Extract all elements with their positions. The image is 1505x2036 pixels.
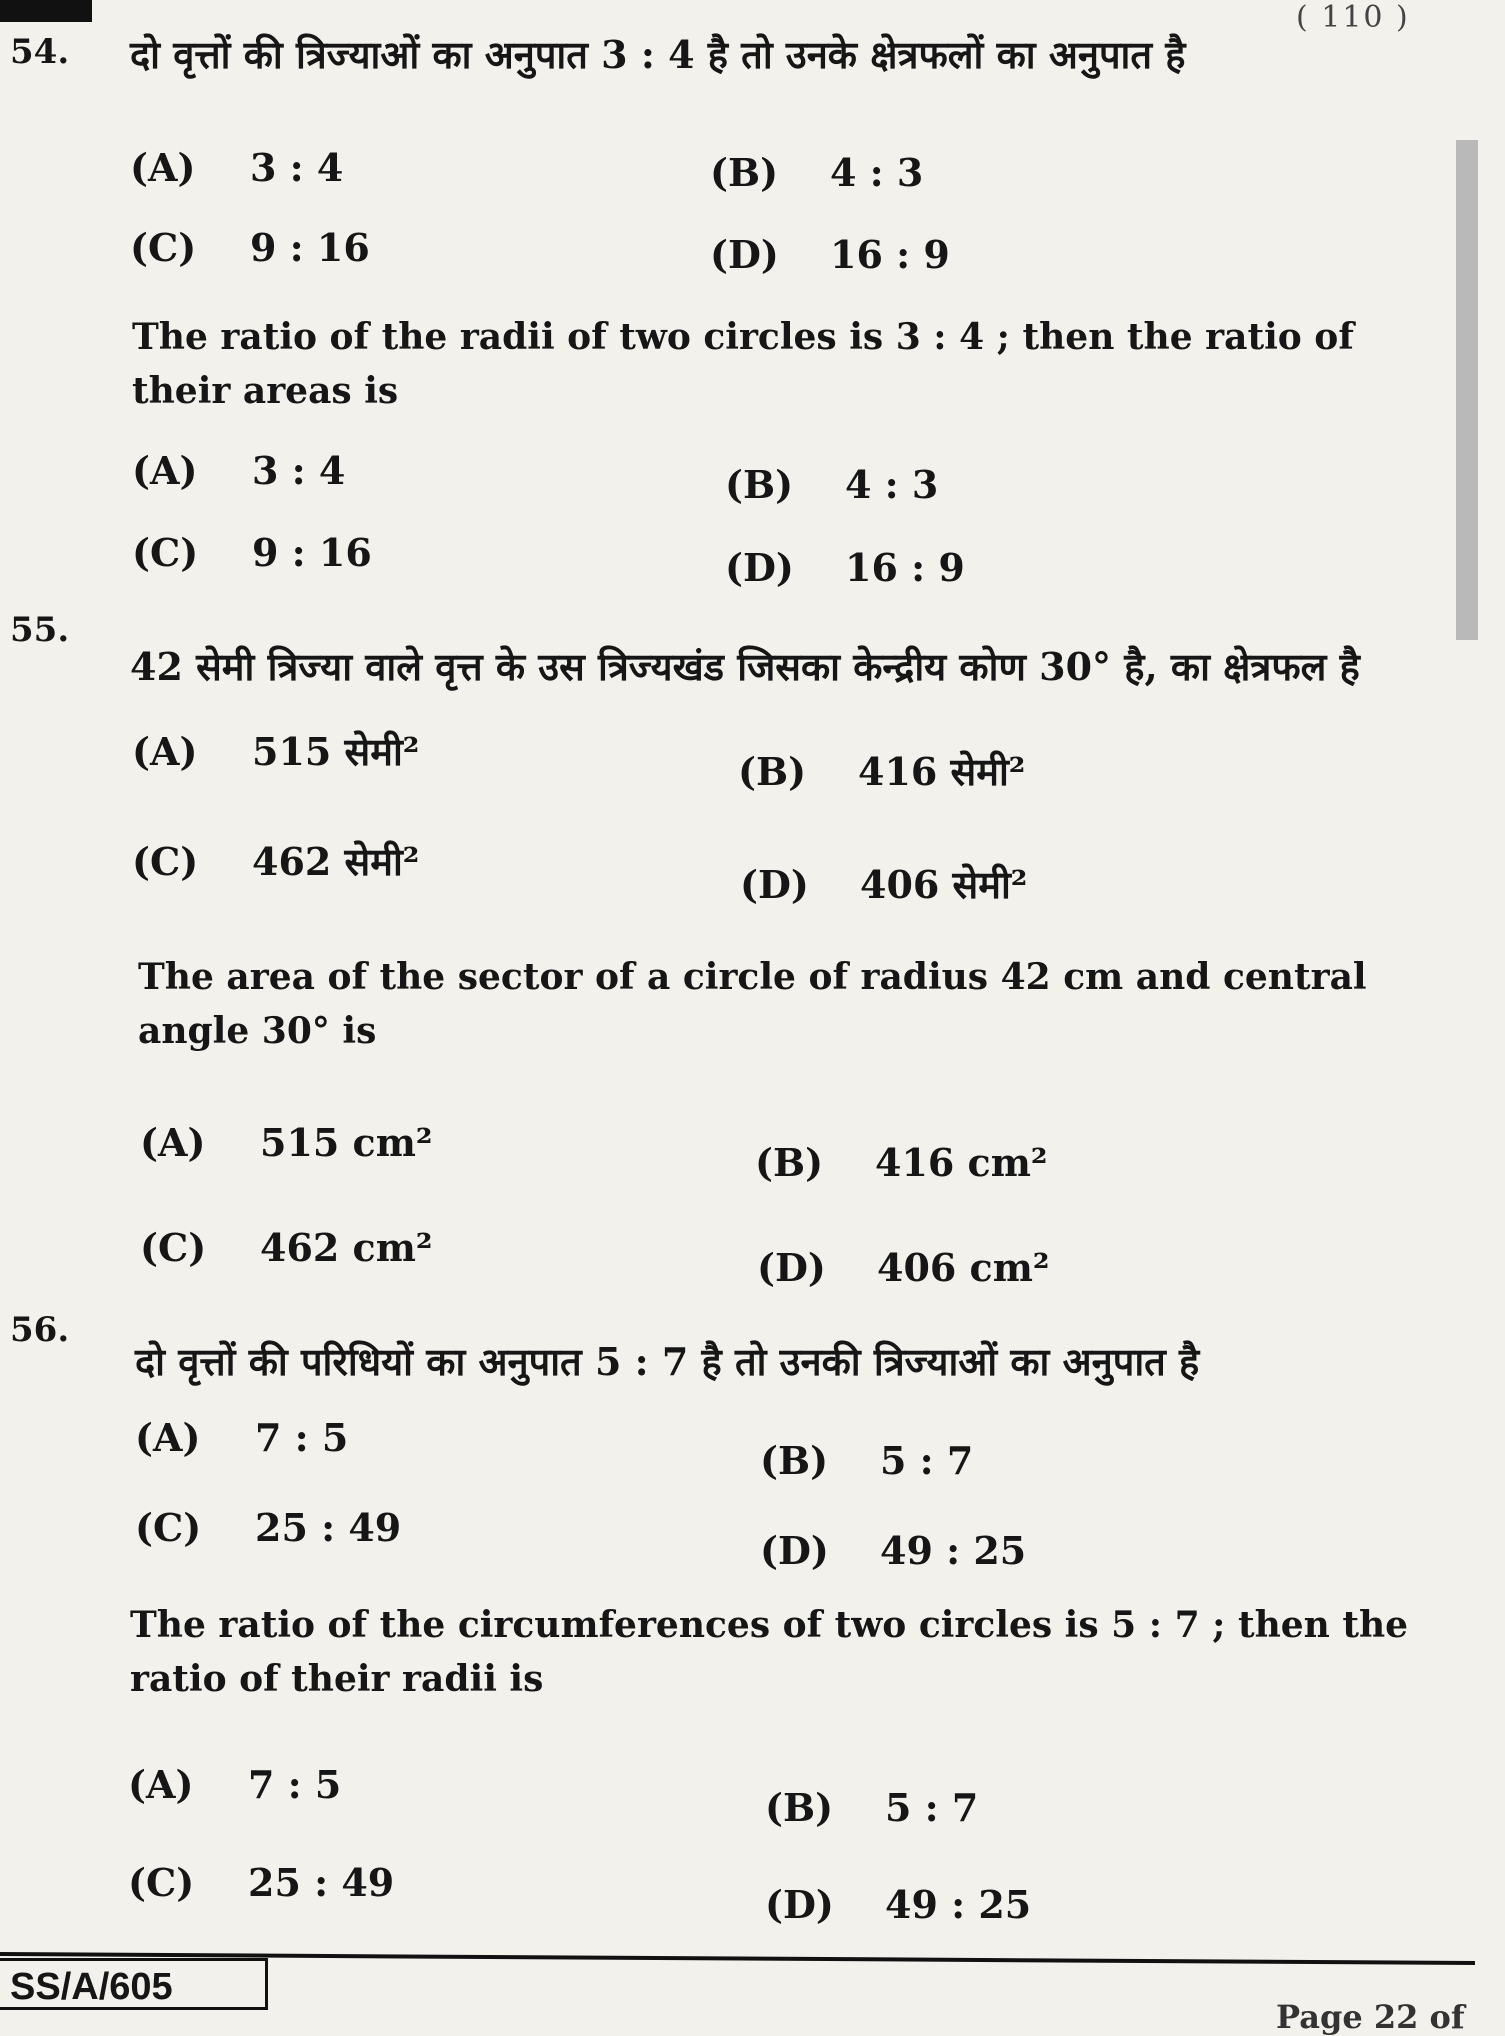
question-text-english: The ratio of the circumferences of two circles is 5 : 7 ; then the ratio of their radii is [130, 1604, 1409, 1700]
paper-code: SS/A/605 [0, 1958, 268, 2010]
option-d: (D) 16 : 9 [710, 232, 950, 277]
margin-bar [1456, 140, 1478, 640]
option-b: (B) 5 : 7 [760, 1438, 974, 1483]
option-b: (B) 416 सेमी² [738, 749, 1026, 794]
question-number: 54. [10, 32, 70, 72]
page-number: Page 22 of [1276, 1998, 1465, 2036]
option-c: (C) 462 cm² [140, 1225, 433, 1270]
option-c: (C) 9 : 16 [130, 225, 370, 270]
question-text-english: The area of the sector of a circle of radius 42 cm and central angle 30° is [138, 956, 1367, 1052]
option-c: (C) 25 : 49 [128, 1860, 395, 1905]
option-d: (D) 49 : 25 [765, 1882, 1032, 1927]
option-c: (C) 25 : 49 [135, 1505, 402, 1550]
option-b: (B) 416 cm² [755, 1140, 1048, 1185]
question-text-english: The ratio of the radii of two circles is 3 : 4 ; then the ratio of their areas is [132, 316, 1354, 412]
option-b: (B) 4 : 3 [725, 462, 939, 507]
corner-mark [0, 0, 92, 22]
option-a: (A) 515 cm² [140, 1120, 433, 1165]
option-d: (D) 16 : 9 [725, 545, 965, 590]
question-text-hindi: 42 सेमी त्रिज्या वाले वृत्त के उस त्रिज्यखंड जिसका केन्द्रीय कोण 30° है, का क्षेत्रफल है [130, 644, 1360, 689]
question-number: 55. [10, 610, 70, 650]
option-a: (A) 7 : 5 [128, 1762, 342, 1807]
option-a: (A) 7 : 5 [135, 1415, 349, 1460]
option-c: (C) 9 : 16 [132, 530, 372, 575]
option-a: (A) 515 सेमी² [132, 729, 420, 774]
option-a: (A) 3 : 4 [132, 448, 346, 493]
question-text-hindi: दो वृत्तों की त्रिज्याओं का अनुपात 3 : 4 है तो उनके क्षेत्रफलों का अनुपात है [130, 32, 1186, 77]
question-number: 56. [10, 1310, 70, 1350]
question-text-hindi: दो वृत्तों की परिधियों का अनुपात 5 : 7 है तो उनकी त्रिज्याओं का अनुपात है [135, 1339, 1200, 1384]
option-d: (D) 49 : 25 [760, 1528, 1027, 1573]
option-b: (B) 4 : 3 [710, 150, 924, 195]
option-b: (B) 5 : 7 [765, 1785, 979, 1830]
option-a: (A) 3 : 4 [130, 145, 344, 190]
corner-number: ( 110 ) [1296, 0, 1410, 35]
option-d: (D) 406 cm² [757, 1245, 1050, 1290]
option-d: (D) 406 सेमी² [740, 862, 1028, 907]
option-c: (C) 462 सेमी² [132, 839, 420, 884]
